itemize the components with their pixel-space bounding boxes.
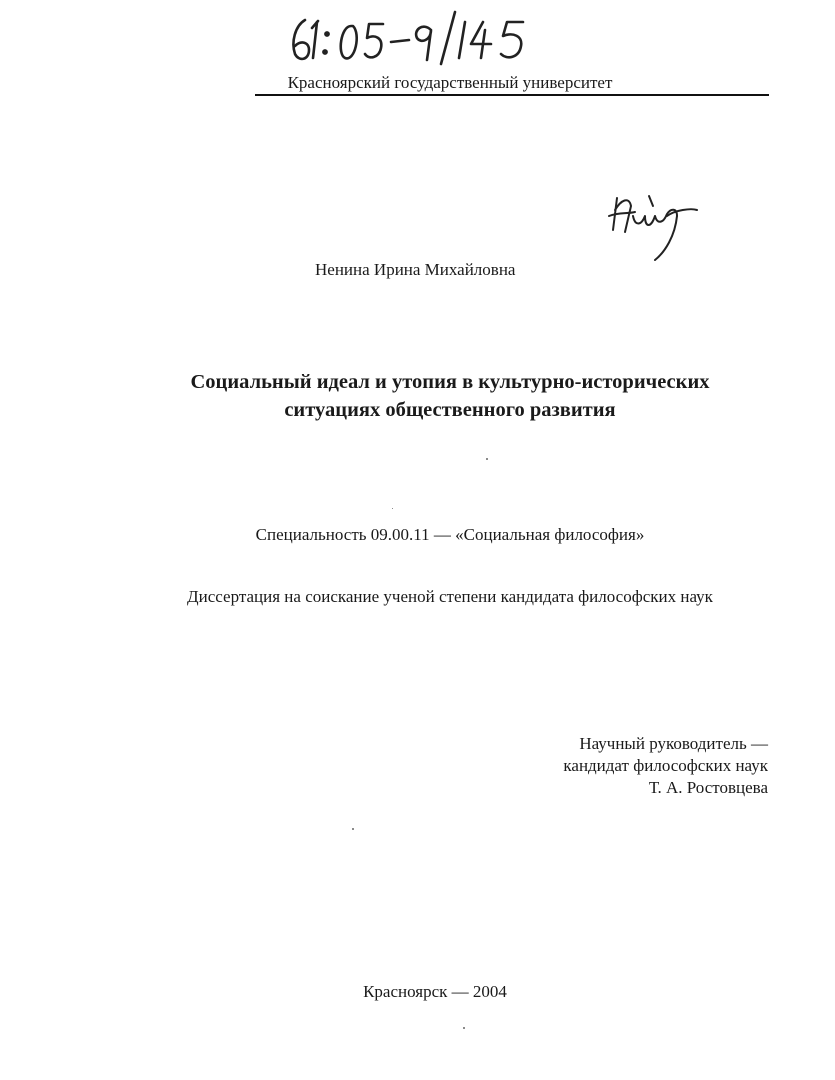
dissertation-title bbox=[120, 368, 780, 424]
handwritten-archive-code bbox=[285, 8, 535, 68]
title-line-1: Социальный идеал и утопия в культурно-исторических bbox=[190, 371, 710, 393]
supervisor-name: Т. А. Ростовцева bbox=[648, 778, 768, 797]
specialty: Специальность 09.00.11 — «Социальная философия» bbox=[255, 525, 645, 544]
scan-speck bbox=[486, 458, 488, 460]
scan-speck bbox=[463, 1027, 465, 1029]
supervisor-block bbox=[563, 733, 768, 799]
degree-statement: Диссертация на соискание ученой степени кандидата философских наук bbox=[187, 587, 713, 606]
header-rule bbox=[255, 94, 769, 96]
place-and-year: Красноярск — 2004 bbox=[363, 982, 507, 1001]
supervisor-role: Научный руководитель — bbox=[579, 734, 768, 753]
supervisor-degree: кандидат философских наук bbox=[563, 756, 768, 775]
university-name: Красноярский государственный университет bbox=[287, 73, 613, 92]
scan-speck bbox=[392, 508, 393, 509]
scan-speck bbox=[352, 828, 354, 830]
title-line-2: ситуациях общественного развития bbox=[284, 399, 616, 421]
author-name: Ненина Ирина Михайловна bbox=[315, 260, 516, 279]
handwritten-signature bbox=[605, 186, 705, 268]
